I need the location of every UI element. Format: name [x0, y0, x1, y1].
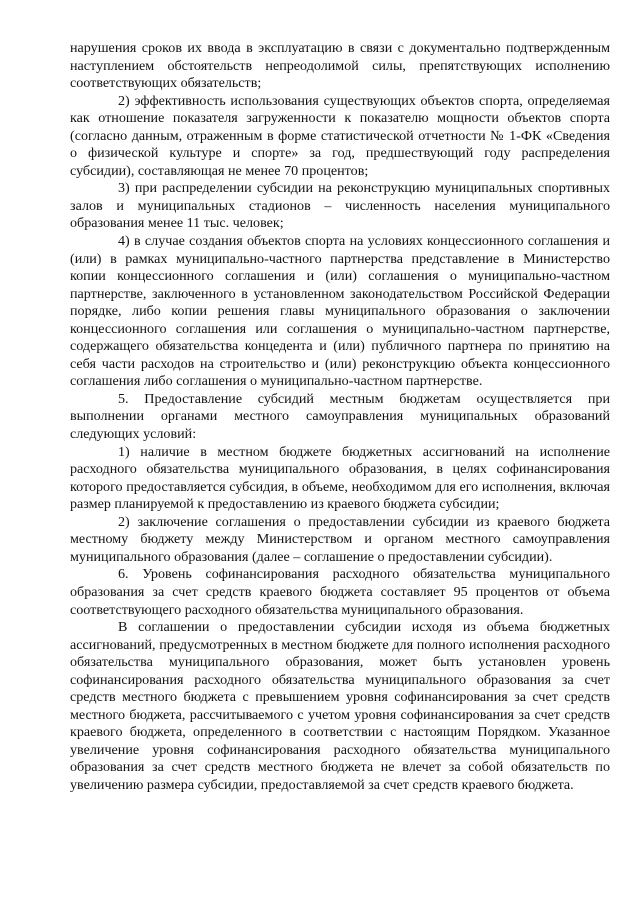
paragraph-cofinancing-details: В соглашении о предоставлении субсидии исходя из объема бюджетных ассигнований, предусмотренных в местном бюджете для полного исполнения расходного обязательства муниципального образования, может быть установлен уровень софинансирования расходного обязательства муниципального образования за счет средств местного бюджета с превышением уровня софинансирования за счет средств местного бюджета, рассчитываемого с учетом уровня софинансирования за счет средств краевого бюджета, определенного в соответствии с настоящим Порядком. Указанное увеличение уровня софинансирования расходного обязательства муниципального образования за счет средств местного бюджета не влечет за собой обязательств по увеличению размера субсидии, предоставляемой за счет средств краевого бюджета. [70, 619, 610, 793]
paragraph-item-2-sports-facility-efficiency: 2) эффективность использования существующих объектов спорта, определяемая как отношение показателя загруженности к показателю мощности объектов спорта (согласно данным, отраженным в форме статистической отчетности № 1-ФК «Сведения о физической культуре и спорте» за год, предшествующий году распределения субсидии), составляющая не менее 70 процентов; [70, 92, 610, 179]
paragraph-continuation: нарушения сроков их ввода в эксплуатацию в связи с документально подтвержденным наступлением обстоятельств непреодолимой силы, препятствующих исполнению соответствующих обязательств; [70, 40, 610, 92]
paragraph-condition-2-agreement: 2) заключение соглашения о предоставлении субсидии из краевого бюджета местному бюджету между Министерством и органом местного самоуправления муниципального образования (далее – соглашение о предоставлении субсидии). [70, 513, 610, 565]
paragraph-condition-1-budget-allocations: 1) наличие в местном бюджете бюджетных ассигнований на исполнение расходного обязательства муниципального образования, в целях софинансирования которого предоставляется субсидия, в объеме, необходимом для его исполнения, включая размер планируемой к предоставлению из краевого бюджета субсидии; [70, 443, 610, 513]
paragraph-section-6-cofinancing-level: 6. Уровень софинансирования расходного обязательства муниципального образования за счет средств краевого бюджета составляет 95 процентов от объема соответствующего расходного обязательства муниципального образования. [70, 566, 610, 618]
paragraph-item-3-population-condition: 3) при распределении субсидии на реконструкцию муниципальных спортивных залов и муниципальных стадионов – численность населения муниципального образования менее 11 тыс. человек; [70, 180, 610, 232]
paragraph-section-5-conditions: 5. Предоставление субсидий местным бюджетам осуществляется при выполнении органами местного самоуправления муниципальных образований следующих условий: [70, 390, 610, 443]
paragraph-item-4-concession-agreement: 4) в случае создания объектов спорта на условиях концессионного соглашения и (или) в рамках муниципально-частного партнерства представление в Министерство копии концессионного соглашения и (или) соглашения о муниципально-частном партнерстве, заключенного в установленном законодательством Российской Федерации порядке, либо копии решения главы муниципального образования о заключении концессионного соглашения или соглашения о муниципально-частном партнерстве, содержащего обязательства концедента и (или) публичного партнера по принятию на себя части расходов на строительство и (или) реконструкцию объекта концессионного соглашения либо соглашения о муниципально-частном партнерстве. [70, 233, 610, 390]
